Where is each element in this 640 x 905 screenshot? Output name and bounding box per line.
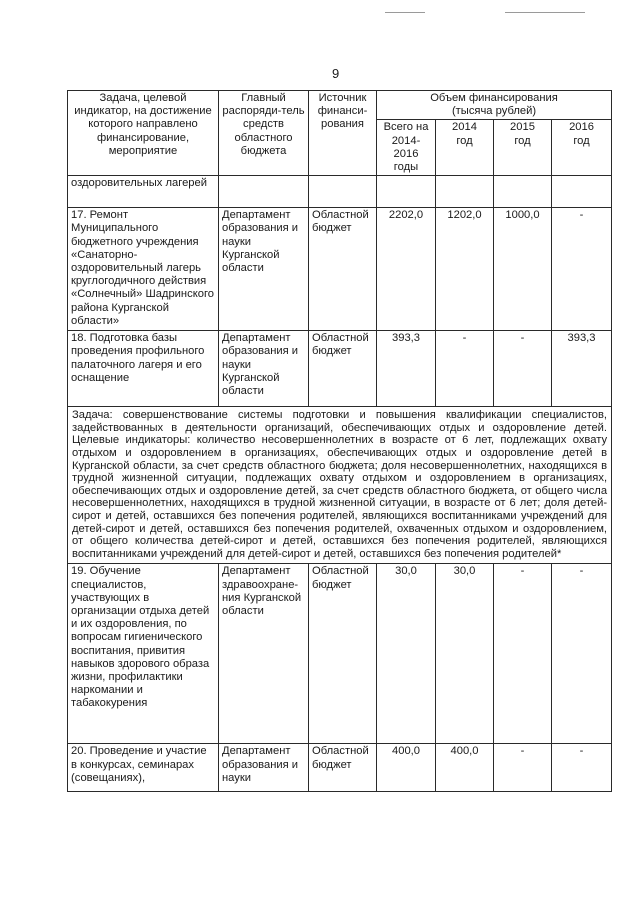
cell-manager <box>219 176 309 208</box>
header-2014: 2014 год <box>436 120 494 176</box>
cell-2016 <box>552 176 612 208</box>
cell-manager: Департамент образования и науки <box>219 744 309 792</box>
cell-2014: 1202,0 <box>436 208 494 331</box>
cell-2015: - <box>494 331 552 407</box>
table-row <box>68 208 612 331</box>
header-row <box>68 91 612 120</box>
cell-manager: Департамент образования и науки Курганской области <box>219 331 309 407</box>
table-row <box>68 176 612 208</box>
task-block-row <box>68 407 612 564</box>
cell-task: 18. Подготовка базы проведения профильного палаточного лагеря и его оснащение <box>68 331 219 407</box>
cell-total: 393,3 <box>377 331 436 407</box>
header-2016: 2016 год <box>552 120 612 176</box>
scan-mark <box>505 12 585 13</box>
cell-2015: - <box>494 744 552 792</box>
cell-source: Областной бюджет <box>309 744 377 792</box>
page-number: 9 <box>332 66 340 81</box>
cell-source: Областной бюджет <box>309 564 377 744</box>
cell-2016: - <box>552 208 612 331</box>
cell-2015 <box>494 176 552 208</box>
cell-2015: - <box>494 564 552 744</box>
cell-source <box>309 176 377 208</box>
financing-table <box>67 90 612 792</box>
cell-source: Областной бюджет <box>309 331 377 407</box>
table-row <box>68 744 612 792</box>
cell-source: Областной бюджет <box>309 208 377 331</box>
cell-task: 17. Ремонт Муниципального бюджетного учреждения «Санаторно-оздоровительный лагерь круглогодичного действия «Солнечный» Шадринского района Курганской области» <box>68 208 219 331</box>
cell-2016: 393,3 <box>552 331 612 407</box>
header-source: Источник финанси-рования <box>309 91 377 176</box>
cell-task: 20. Проведение и участие в конкурсах, семинарах (совещаниях), <box>68 744 219 792</box>
cell-2014: 30,0 <box>436 564 494 744</box>
cell-2014 <box>436 176 494 208</box>
task-description: Задача: совершенствование системы подготовки и повышения квалификации специалистов, задействованных в деятельности организаций, обеспечивающих отдых и оздоровление детей. Целевые индикаторы: количество несовершеннолетних в возрасте от 6 лет, подлежащих охвату отдыхом и оздоровлением в организациях, обеспечивающих отдых и оздоровление детей в Курганской области, за счет средств областного бюджета; доля несовершеннолетних, находящихся в трудной жизненной ситуации, подлежащих охвату отдыхом и оздоровлением в организациях, обеспечивающих отдых и оздоровление детей, за счет средств областного бюджета, от общего числа несовершеннолетних, находящихся в трудной жизненной ситуации, в возрасте от 6 лет; доля детей-сирот и детей, оставшихся без попечения родителей, являющихся воспитанниками учреждений для детей-сирот и детей, оставшихся без попечения родителей, охваченных отдыхом и оздоровлением, от общего количества детей-сирот и детей, оставшихся без попечения родителей, являющихся воспитанниками учреждений для детей-сирот и детей, оставшихся без попечения родителей* <box>68 407 612 564</box>
cell-manager: Департамент здравоохране-ния Курганской области <box>219 564 309 744</box>
cell-2014: 400,0 <box>436 744 494 792</box>
cell-total <box>377 176 436 208</box>
cell-2014: - <box>436 331 494 407</box>
table-row <box>68 564 612 744</box>
cell-manager: Департамент образования и науки Курганской области <box>219 208 309 331</box>
cell-total: 400,0 <box>377 744 436 792</box>
cell-2016: - <box>552 744 612 792</box>
header-volume: Объем финансирования (тысяча рублей) <box>377 91 612 120</box>
cell-task: оздоровительных лагерей <box>68 176 219 208</box>
scan-mark <box>385 12 425 13</box>
table-row <box>68 331 612 407</box>
header-task: Задача, целевой индикатор, на достижение которого направлено финансирование, мероприятие <box>68 91 219 176</box>
cell-2015: 1000,0 <box>494 208 552 331</box>
cell-task: 19. Обучение специалистов, участвующих в организации отдыха детей и их оздоровления, по вопросам гигиенического воспитания, привития навыков здорового образа жизни, профилактики наркомании и табакокурения <box>68 564 219 744</box>
cell-total: 30,0 <box>377 564 436 744</box>
cell-2016: - <box>552 564 612 744</box>
cell-total: 2202,0 <box>377 208 436 331</box>
header-manager: Главный распоряди-тель средств областного бюджета <box>219 91 309 176</box>
header-total: Всего на 2014-2016 годы <box>377 120 436 176</box>
header-2015: 2015 год <box>494 120 552 176</box>
